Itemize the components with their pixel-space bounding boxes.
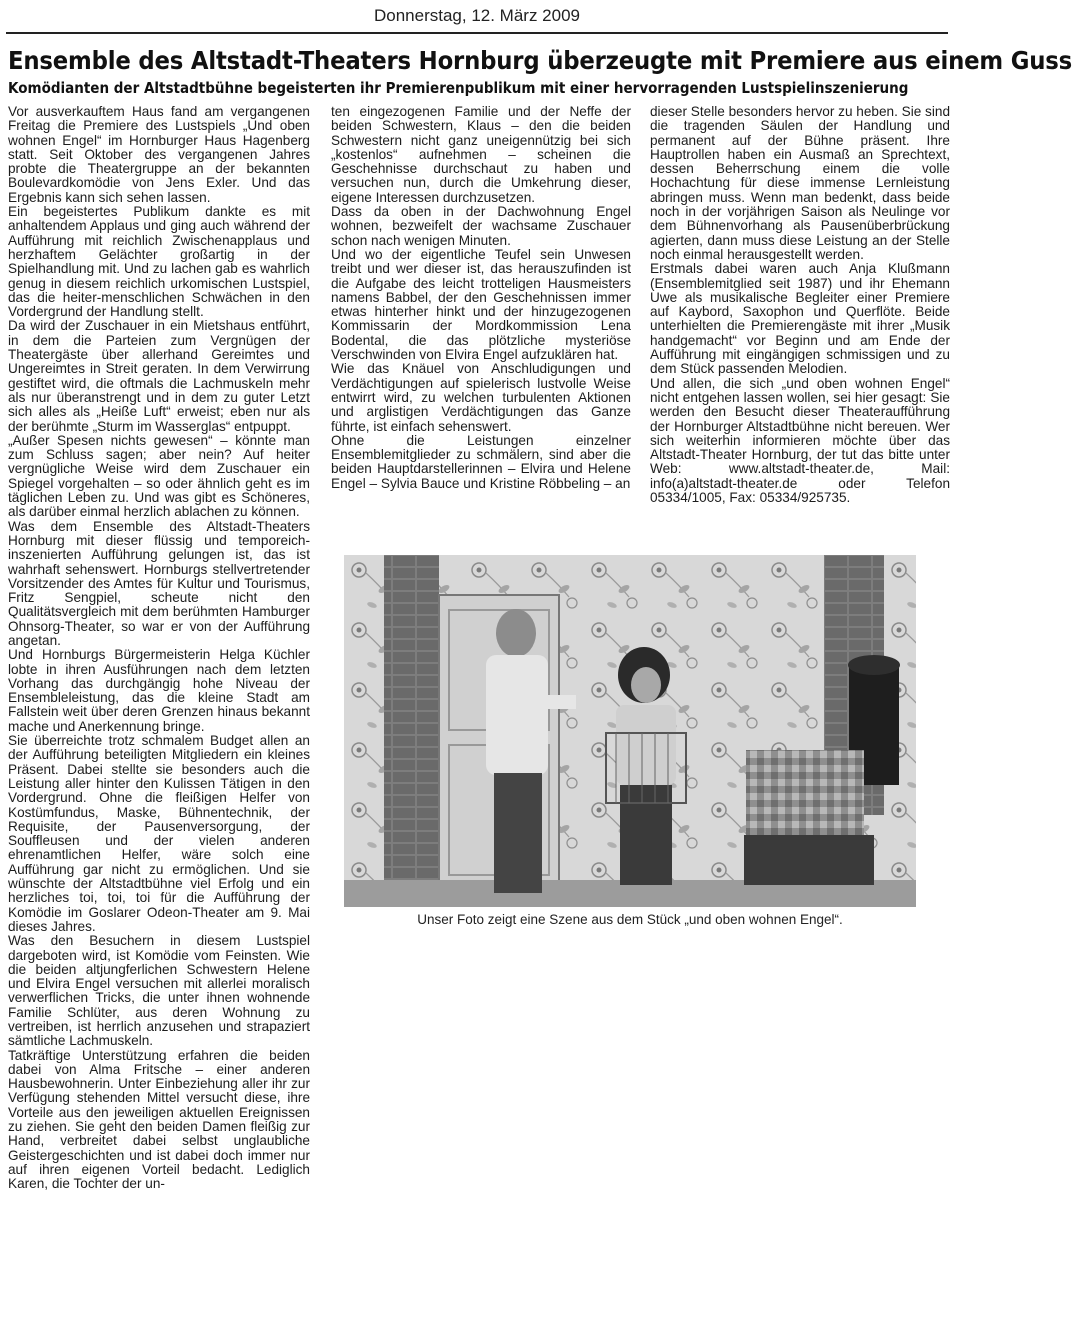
paragraph: Und Hornburgs Bürgermeisterin Helga Küchler lobte in ihren Ausführungen nach dem letzten Vorhang das durchgängig hohe Niveau der Ensembleleistung, das die kleine Stadt am Fallstein weit über deren Grenzen hinaus bekannt mache und Anerkennung bringe. [8, 647, 310, 734]
paragraph: Was dem Ensemble des Altstadt-Theaters Hornburg mit dieser flüssig und temporeich-inszenierten Aufführung gelungen ist, das ist wahrhaft sehenswert. Hornburgs stellvertretender Vorsitzender des Amtes für Kultur und Tourismus, Fritz Sengpiel, scheute nicht den Qualitätsvergleich mit dem berühmten Hamburger Ohnsorg-Theater, so war er von der Aufführung angetan. [8, 518, 310, 648]
paragraph: Sie überreichte trotz schmalem Budget allen an der Aufführung beteiligten Mitgliedern ein kleines Präsent. Dabei stellte sie besonders auch die Leistung aller hinter den Kulissen Tätigen in den Vordergrund. Ohne die fleißigen Helfer von Kostümfundus, Maske, Bühnentechnik, der Requisite, der Pausenversorgung, der Souffleusen und der vielen anderen ehrenamtlichen Helfer, wäre solch eine Aufführung gar nicht zu ermöglichen. Und sie wünschte der Altstadtbühne viel Erfolg und ein herzliches toi, toi, toi für die Aufführung der Komödie im Goslarer Odeon-Theater am 9. Mai dieses Jahres. [8, 733, 310, 934]
paragraph: Und allen, die sich „und oben wohnen Engel“ nicht entgehen lassen wollen, sei hier gesagt: Sie werden den Besucht dieser Theateraufführung der Hornburger Altstadtbühne nicht bereuen. Wer sich weiterhin informieren möchte über das Altstadt-Theater Hornburg, der tut das bitte unter Web: www.altstadt-theater.de, Mail: info(a)altstadt-theater.de oder Telefon 05334/1005, Fax: 05334/925735. [650, 375, 950, 506]
paragraph: ten eingezogenen Familie und der Neffe der beiden Schwestern, Klaus – den die beiden Schwestern nicht ganz uneigennützig bei sich „kostenlos“ aufnehmen – scheinen die Geschehnisse durchschaut zu haben und versuchen nun, durch die Umkehrung dieser, eigene Interessen durchzusetzen. [331, 104, 631, 205]
headline: Ensemble des Altstadt-Theaters Hornburg überzeugte mit Premiere aus einem Guss [8, 46, 1072, 75]
subheadline: Komödianten der Altstadtbühne begeisterten ihr Premierenpublikum mit einer hervorragenden Lustspielinszenierung [8, 79, 909, 97]
paragraph: Ein begeistertes Publikum dankte es mit anhaltendem Applaus und ging auch während der Aufführung mit reichlich Zwischenapplaus und herzhaftem Gelächter großartig in der Spielhandlung mit. Und zu lachen gab es wahrlich genug in diesem reichlich urkomischen Lustspiel, das die heiter-menschlichen Schwächen in den Vordergrund der Handlung stellt. [8, 204, 310, 320]
paragraph: Da wird der Zuschauer in ein Mietshaus entführt, in dem die Parteien zum Vergnügen der Theatergäste über allerhand Gereimtes und Ungereimtes in Streit geraten. In dem Verwirrung gestiftet wird, die oftmals die Lachmuskeln mehr als nur überanstrengt und in dem zu guter Letzt sich alles als „Heiße Luft“ erweist; eben nur als der berühmte „Sturm im Wasserglas“ entpuppt. [8, 318, 310, 434]
paragraph: „Außer Spesen nichts gewesen“ – könnte man zum Schluss sagen; aber nein? Auf heiter vergnügliche Weise wird dem Zuschauer ein Spiegel vorgehalten – so oder ähnlich geht es im täglichen Leben zu. Und was gibt es Schöneres, als darüber einmal herzlich ablachen zu können. [8, 432, 310, 520]
paragraph: dieser Stelle besonders hervor zu heben. Sie sind die tragenden Säulen der Handlung und permanent auf der Bühne präsent. Ihre Hauptrollen haben ein Ausmaß an Sprechtext, dessen Beherrschung einem die volle Hochachtung für diese immense Lernleistung abringen muss. Wenn man bedenkt, dass beide noch in der vorjährigen Saison als Neulinge vor dem Bühnenvorhang als Pausenüberbrückung agierten, dann muss diese Leistung an der Stelle noch einmal herausgestellt werden. [650, 104, 950, 262]
paragraph: Ohne die Leistungen einzelner Ensemblemitglieder zu schmälern, sind aber die beiden Hauptdarstellerinnen – Elvira und Helene Engel – Sylvia Bauce und Kristine Röbbeling – an [331, 432, 631, 491]
dateline: Donnerstag, 12. März 2009 [373, 6, 580, 25]
paragraph: Dass da oben in der Dachwohnung Engel wohnen, bezweifelt der wachsame Zuschauer schon nach wenigen Minuten. [331, 204, 631, 248]
stage-photo [344, 555, 916, 907]
paragraph: Tatkräftige Unterstützung erfahren die beiden dabei von Alma Fritsche – einer anderen Hausbewohnerin. Unter Einbeziehung aller ihr zur Verfügung stehenden Mittel versucht diese, ihre Vorteile aus den jeweiligen aktuellen Ereignissen zu ziehen. Sie geht den beiden Damen fleißig zur Hand, verbreitet dabei selbst unglaubliche Geistergeschichten und ist dabei doch immer nur auf ihren eigenen Vorteil bedacht. Lediglich Karen, die Tochter der un- [8, 1047, 310, 1192]
paragraph: Wie das Knäuel von Anschludigungen und Verdächtigungen auf spielerisch lustvolle Weise entwirrt wird, zu welchen turbulenten Aktionen und arglistigen Verdächtigungen das Ganze führte, ist einfach sehenswert. [331, 361, 631, 434]
paragraph: Was den Besuchern in diesem Lustspiel dargeboten wird, ist Komödie vom Feinsten. Wie die beiden altjungferlichen Schwestern Helene und Elvira Engel versuchen mit allerlei moralisch verwerflichen Tricks, die unter ihnen wohnende Familie Schlüter, aus deren Wohnung zu vertreiben, ist herrlich anzusehen und strapaziert sämtliche Lachmuskeln. [8, 933, 310, 1049]
top-rule [6, 32, 948, 34]
article-column-3 [650, 105, 950, 541]
paragraph: Vor ausverkauftem Haus fand am vergangenen Freitag die Premiere des Lustspiels „Und oben wohnen Engel“ im Hornburger Haus Hagenberg statt. Seit Oktober des vergangenen Jahres probte die Theatergruppe an der bekannten Boulevardkomödie von Jens Exler. Und das Ergebnis kann sich sehen lassen. [8, 104, 310, 205]
article-column-2 [331, 105, 631, 541]
article-column-1 [8, 105, 310, 1341]
paragraph: Erstmals dabei waren auch Anja Klußmann (Ensemblemitglied seit 1987) und ihr Ehemann Uwe als musikalische Begleiter einer Premiere auf Kaybord, Saxophon und Querflöte. Beide unterhielten die Premierengäste mit ihrer „Musik handgemacht“ vor Beginn und am Ende der Aufführung mit eingängigen schmissigen und zu dem Stück passenden Melodien. [650, 261, 950, 377]
photo-caption: Unser Foto zeigt eine Szene aus dem Stück „und oben wohnen Engel“. [417, 912, 843, 927]
paragraph: Und wo der eigentliche Teufel sein Unwesen treibt und wer dieser ist, das herauszufinden ist die Aufgabe des leicht trotteligen Hausmeisters namens Babbel, der den Geschehnissen immer etwas hinterher hinkt und der hinzugezogenen Kommissarin der Mordkommission Lena Bodental, die das plötzliche mysteriöse Verschwinden von Elvira Engel aufzuklären hat. [331, 246, 631, 363]
